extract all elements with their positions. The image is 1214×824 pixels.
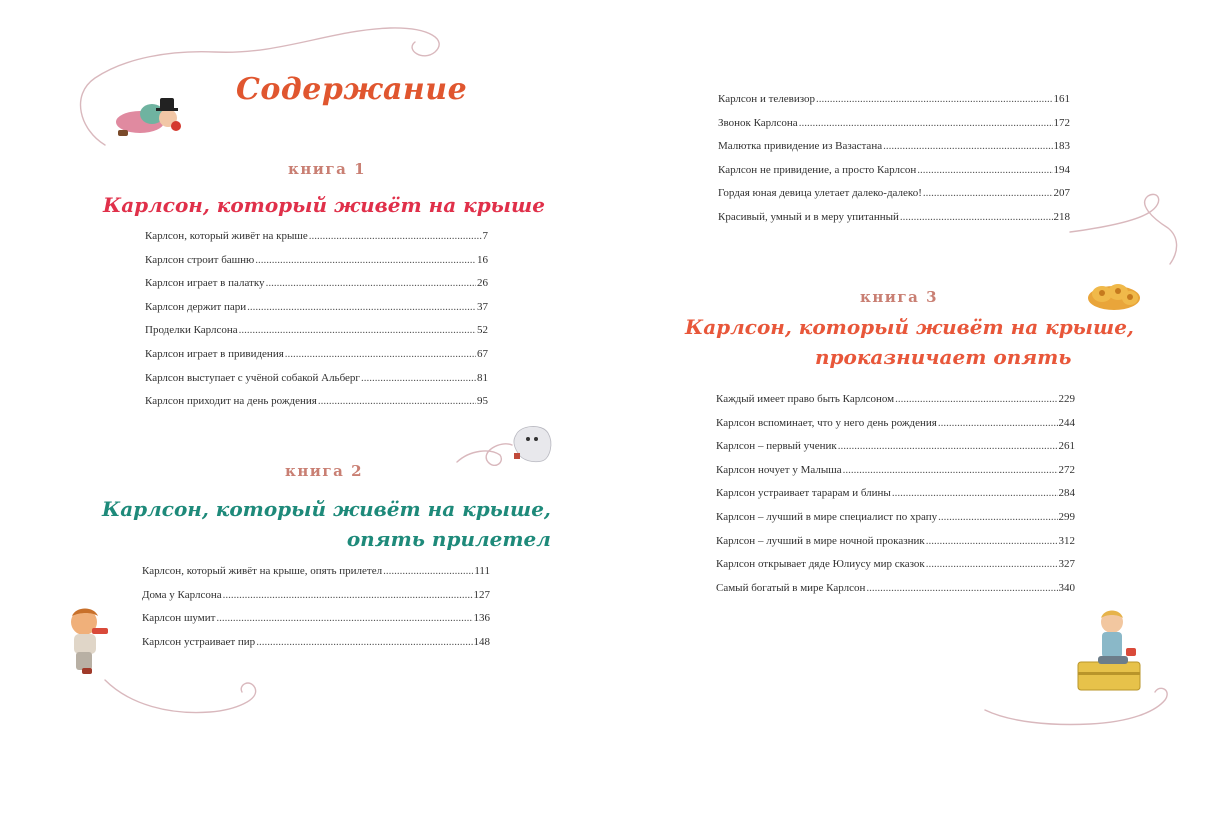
- chapter-title: Проделки Карлсона: [145, 324, 238, 337]
- chapter-title: Карлсон устраивает тарарам и блины: [716, 487, 891, 500]
- chapter-entry[interactable]: [145, 277, 488, 301]
- chapter-title: Карлсон, который живёт на крыше: [145, 230, 308, 242]
- chapter-page: 340: [1058, 581, 1075, 594]
- chapter-title: Карлсон устраивает пир: [142, 635, 256, 648]
- contents-title: Содержание: [236, 72, 468, 107]
- chapter-entry[interactable]: [718, 187, 1070, 211]
- chapter-title: Карлсон – лучший в мире ночной проказник: [716, 534, 925, 547]
- chapter-entry[interactable]: [716, 393, 1075, 417]
- chapter-page: 172: [1053, 116, 1070, 129]
- book-2-title-line-1: Карлсон, который живёт на крыше,: [102, 497, 551, 521]
- dot-leader: [843, 464, 1058, 476]
- chapter-entry[interactable]: [142, 565, 490, 589]
- chapter-page: 244: [1058, 416, 1075, 429]
- chapter-page: 136: [473, 612, 490, 625]
- chapter-page: 183: [1053, 140, 1070, 153]
- chapter-title: Карлсон – первый ученик: [716, 440, 837, 453]
- chapter-page: 272: [1058, 463, 1075, 476]
- chapter-page: 7: [482, 230, 488, 242]
- chapter-title: Каждый имеет право быть Карлсоном: [716, 393, 895, 405]
- dot-leader: [361, 372, 476, 384]
- book-3-chapter-list: [716, 393, 1075, 605]
- chapter-page: 229: [1058, 393, 1075, 405]
- chapter-entry[interactable]: [716, 511, 1075, 535]
- chapter-entry[interactable]: [716, 535, 1075, 559]
- chapter-entry[interactable]: [718, 211, 1070, 235]
- book-2-label: книга 2: [285, 462, 364, 480]
- book-3-title-line-2: проказничает опять: [815, 345, 1072, 369]
- dot-leader: [383, 565, 473, 577]
- dot-leader: [866, 582, 1057, 594]
- dot-leader: [900, 211, 1053, 223]
- chapter-page: 327: [1058, 558, 1075, 571]
- chapter-page: 218: [1053, 210, 1070, 223]
- dot-leader: [247, 301, 476, 313]
- chapter-entry[interactable]: [142, 612, 490, 636]
- chapter-entry[interactable]: [145, 395, 488, 419]
- dot-leader: [223, 589, 473, 601]
- book-2-chapter-list-left: [142, 565, 490, 659]
- book-3-title: [685, 312, 1134, 372]
- chapter-entry[interactable]: [145, 348, 488, 372]
- chapter-page: 16: [477, 253, 488, 266]
- chapter-entry[interactable]: [145, 230, 488, 254]
- chapter-entry[interactable]: [718, 93, 1070, 117]
- chapter-title: Карлсон, который живёт на крыше, опять прилетел: [142, 565, 383, 577]
- chapter-title: Карлсон приходит на день рождения: [145, 395, 317, 408]
- chapter-title: Красивый, умный и в меру упитанный: [718, 210, 899, 223]
- book-1-title-line-1: Карлсон, который живёт на крыше: [103, 193, 545, 217]
- chapter-page: 284: [1058, 487, 1075, 500]
- dot-leader: [285, 348, 476, 360]
- chapter-page: 194: [1053, 163, 1070, 176]
- chapter-title: Карлсон играет в привидения: [145, 347, 284, 360]
- chapter-title: Карлсон и телевизор: [718, 93, 815, 105]
- chapter-title: Дома у Карлсона: [142, 588, 222, 601]
- chapter-title: Карлсон ночует у Малыша: [716, 463, 842, 476]
- chapter-entry[interactable]: [142, 636, 490, 660]
- chapter-title: Самый богатый в мире Карлсон: [716, 581, 866, 594]
- chapter-title: Карлсон открывает дяде Юлиусу мир сказок: [716, 558, 925, 571]
- dot-leader: [917, 164, 1052, 176]
- dot-leader: [266, 277, 476, 289]
- chapter-page: 52: [477, 324, 488, 337]
- dot-leader: [938, 417, 1058, 429]
- chapter-entry[interactable]: [716, 558, 1075, 582]
- chapter-page: 95: [477, 395, 488, 408]
- chapter-entry[interactable]: [718, 140, 1070, 164]
- chapter-entry[interactable]: [145, 254, 488, 278]
- chapter-entry[interactable]: [716, 464, 1075, 488]
- chapter-page: 161: [1053, 93, 1070, 105]
- chapter-entry[interactable]: [718, 117, 1070, 141]
- chapter-entry[interactable]: [718, 164, 1070, 188]
- chapter-title: Звонок Карлсона: [718, 116, 798, 129]
- chapter-title: Малютка привидение из Вазастана: [718, 140, 883, 153]
- dot-leader: [309, 230, 482, 242]
- book-1-title: [103, 190, 545, 220]
- dot-leader: [239, 324, 476, 336]
- chapter-title: Карлсон шумит: [142, 612, 216, 625]
- chapter-page: 37: [477, 300, 488, 313]
- dot-leader: [895, 393, 1057, 405]
- chapter-page: 111: [474, 565, 490, 577]
- chapter-title: Карлсон вспоминает, что у него день рождения: [716, 416, 937, 429]
- dot-leader: [883, 140, 1052, 152]
- chapter-page: 148: [473, 635, 490, 648]
- chapter-page: 67: [477, 347, 488, 360]
- dot-leader: [255, 254, 476, 266]
- chapter-title: Карлсон выступает с учёной собакой Альберг: [145, 371, 360, 384]
- book-2-chapter-list-right: [718, 93, 1070, 235]
- chapter-page: 26: [477, 277, 488, 290]
- chapter-entry[interactable]: [716, 417, 1075, 441]
- dot-leader: [892, 487, 1058, 499]
- chapter-page: 261: [1058, 440, 1075, 453]
- book-2-title: [102, 494, 551, 554]
- chapter-page: 207: [1053, 187, 1070, 200]
- chapter-title: Карлсон – лучший в мире специалист по храпу: [716, 510, 938, 523]
- chapter-title: Гордая юная девица улетает далеко-далеко!: [718, 187, 922, 200]
- dot-leader: [216, 612, 472, 624]
- dot-leader: [923, 187, 1053, 199]
- dot-leader: [816, 93, 1053, 105]
- dot-leader: [838, 440, 1058, 452]
- chapter-page: 81: [477, 371, 488, 384]
- chapter-page: 312: [1058, 534, 1075, 547]
- chapter-title: Карлсон не привидение, а просто Карлсон: [718, 163, 917, 176]
- book-3-title-line-1: Карлсон, который живёт на крыше,: [685, 315, 1134, 339]
- dot-leader: [256, 636, 472, 648]
- book-1-label: книга 1: [288, 160, 367, 178]
- chapter-entry[interactable]: [142, 589, 490, 613]
- chapter-entry[interactable]: [145, 324, 488, 348]
- chapter-title: Карлсон играет в палатку: [145, 277, 265, 290]
- dot-leader: [938, 511, 1057, 523]
- dot-leader: [799, 117, 1053, 129]
- chapter-entry[interactable]: [716, 582, 1075, 606]
- chapter-title: Карлсон строит башню: [145, 253, 255, 266]
- dot-leader: [926, 535, 1058, 547]
- book-2-title-line-2: опять прилетел: [346, 527, 551, 551]
- dot-leader: [318, 395, 476, 407]
- chapter-page: 299: [1058, 510, 1075, 523]
- chapter-page: 127: [473, 588, 490, 601]
- chapter-entry[interactable]: [145, 301, 488, 325]
- chapter-entry[interactable]: [716, 487, 1075, 511]
- chapter-title: Карлсон держит пари: [145, 300, 247, 313]
- chapter-entry[interactable]: [716, 440, 1075, 464]
- dot-leader: [926, 558, 1058, 570]
- chapter-entry[interactable]: [145, 372, 488, 396]
- book-3-label: книга 3: [860, 288, 939, 306]
- book-1-chapter-list: [145, 230, 488, 419]
